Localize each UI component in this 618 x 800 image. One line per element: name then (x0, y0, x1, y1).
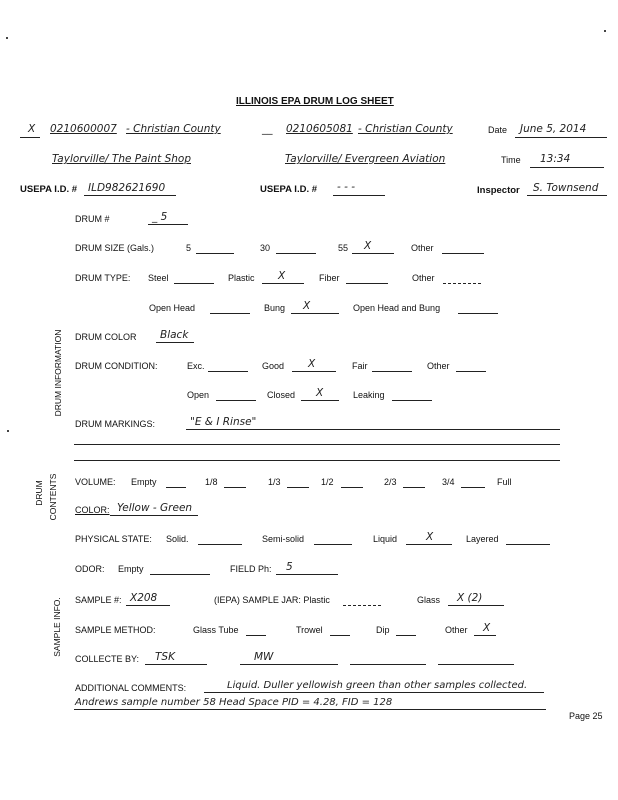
physical-semisolid-line (314, 544, 352, 545)
drum-markings-label: DRUM MARKINGS: (75, 419, 156, 429)
volume-1-2-line (341, 487, 363, 488)
sample-value: X208 (130, 592, 158, 604)
time-value: 13:34 (540, 153, 571, 165)
drum-cond-closed-line (301, 400, 339, 401)
comments-line1: Liquid. Duller yellowish green than other samples collected. (227, 680, 528, 691)
field-ph-label: FIELD Ph: (230, 564, 272, 574)
drum-type-plastic-mark: X (278, 270, 286, 282)
drum-cond-fair: Fair (352, 361, 368, 371)
site2-county: - Christian County (358, 123, 453, 135)
collect-v1: TSK (155, 651, 175, 663)
volume-3-4-line (461, 487, 485, 488)
drum-type-open-head: Open Head (149, 303, 196, 313)
drum-type-fiber: Fiber (319, 273, 340, 283)
sample-line (126, 605, 170, 606)
volume-2-3-line (403, 487, 425, 488)
inspector-line (527, 195, 607, 196)
sample-label: SAMPLE #: (75, 595, 122, 605)
color-value: Yellow - Green (117, 502, 193, 514)
odor-empty: Empty (118, 564, 144, 574)
drum-size-55-mark: X (364, 240, 372, 252)
drum-cond-closed-mark: X (316, 387, 324, 399)
drum-cond-good-mark: X (308, 358, 316, 370)
glass-line (448, 605, 504, 606)
site1-county: - Christian County (126, 123, 221, 135)
side-drum-label: DRUM (34, 480, 44, 506)
site1-id: 0210600007 (50, 123, 117, 135)
drum-num-line (148, 224, 188, 225)
drum-num-label: DRUM # (75, 214, 110, 224)
inspector-label: Inspector (477, 185, 520, 196)
drum-markings-value: "E & I Rinse" (190, 416, 257, 428)
method-glass-tube-line (246, 635, 266, 636)
physical-liquid-line (406, 544, 452, 545)
side-contents-label: CONTENTS (48, 473, 58, 521)
volume-empty-line (166, 487, 186, 488)
drum-color-line (156, 342, 194, 343)
collect-line-1 (145, 664, 207, 665)
date-label: Date (488, 125, 508, 135)
drum-cond-exc-line (208, 371, 248, 372)
collect-line-4 (438, 664, 514, 665)
odor-label: ODOR: (75, 564, 105, 574)
drum-cond-open-line (216, 400, 256, 401)
collect-label: COLLECTE BY: (75, 654, 140, 664)
drum-num-value: _ 5 (152, 211, 168, 223)
comments-underline-1 (204, 692, 544, 693)
drum-size-30: 30 (260, 243, 271, 253)
drum-color-value: Black (160, 329, 189, 341)
physical-layered: Layered (466, 534, 499, 544)
drum-type-other: Other (412, 273, 435, 283)
collect-line-2 (240, 664, 338, 665)
drum-size-5: 5 (186, 243, 192, 253)
side-drum-info: DRUM INFORMATION (53, 329, 63, 417)
drum-type-bung-line (291, 313, 339, 314)
drum-cond-fair-line (372, 371, 412, 372)
collect-line-3 (350, 664, 426, 665)
physical-layered-line (506, 544, 550, 545)
drum-type-label: DRUM TYPE: (75, 273, 131, 283)
drum-size-30-line (276, 253, 316, 254)
volume-1-3-line (287, 487, 309, 488)
field-ph-value: 5 (286, 561, 293, 573)
method-other-line (474, 635, 496, 636)
drum-cond-good: Good (262, 361, 285, 371)
volume-1-2: 1/2 (321, 477, 334, 487)
site2-name: Taylorville/ Evergreen Aviation (285, 153, 446, 165)
drum-type-fiber-line (346, 283, 388, 284)
scan-speck (6, 37, 8, 39)
date-value: June 5, 2014 (520, 123, 587, 135)
drum-markings-line-2 (74, 444, 560, 445)
odor-line (150, 574, 210, 575)
volume-2-3: 2/3 (384, 477, 397, 487)
drum-size-5-line (196, 253, 234, 254)
volume-label: VOLUME: (75, 477, 116, 487)
comments-label: ADDITIONAL COMMENTS: (75, 683, 187, 693)
drum-cond-exc: Exc. (187, 361, 205, 371)
drum-size-55-line (352, 253, 394, 254)
physical-semisolid: Semi-solid (262, 534, 305, 544)
physical-solid-line (198, 544, 242, 545)
site2-usepa: - - - (337, 181, 356, 193)
physical-label: PHYSICAL STATE: (75, 534, 152, 544)
comments-line2: Andrews sample number 58 Head Space PID = 4.28, FID = 128 (75, 697, 393, 708)
drum-cond-good-line (292, 371, 336, 372)
method-trowel-line (330, 635, 350, 636)
scan-speck (604, 30, 606, 32)
method-dip-line (396, 635, 416, 636)
site2-check: __ (262, 123, 273, 135)
drum-type-steel: Steel (148, 273, 169, 283)
drum-size-label: DRUM SIZE (Gals.) (75, 243, 155, 253)
drum-size-other-line (442, 253, 484, 254)
comments-underline-2 (74, 709, 546, 710)
volume-full: Full (497, 477, 512, 487)
drum-type-plastic: Plastic (228, 273, 255, 283)
glass-label: Glass (417, 595, 441, 605)
side-sample-info: SAMPLE INFO. (52, 597, 62, 657)
drum-type-open-head-line (210, 313, 250, 314)
drum-type-bung: Bung (264, 303, 286, 313)
method-other: Other (445, 625, 468, 635)
physical-liquid: Liquid (373, 534, 398, 544)
drum-type-other-line (443, 283, 481, 284)
volume-3-4: 3/4 (442, 477, 455, 487)
sample-jar-label: (IEPA) SAMPLE JAR: Plastic (214, 595, 330, 605)
glass-value: X (2) (457, 592, 483, 604)
site2-id: 0210605081 (286, 123, 353, 135)
drum-cond-open: Open (187, 390, 210, 400)
drum-size-other: Other (411, 243, 434, 253)
site1-check-line (20, 137, 40, 138)
sample-jar-line (343, 605, 381, 606)
drum-size-55: 55 (338, 243, 349, 253)
drum-cond-leaking: Leaking (353, 390, 385, 400)
page-number: Page 25 (569, 711, 603, 721)
site1-usepa-line (84, 195, 176, 196)
drum-cond-leaking-line (392, 400, 432, 401)
physical-solid: Solid. (166, 534, 189, 544)
volume-1-3: 1/3 (268, 477, 281, 487)
page-title: ILLINOIS EPA DRUM LOG SHEET (236, 96, 394, 107)
drum-markings-line-1 (186, 429, 560, 430)
drum-type-open-head-bung: Open Head and Bung (353, 303, 441, 313)
time-label: Time (501, 155, 521, 165)
method-glass-tube: Glass Tube (193, 625, 239, 635)
physical-liquid-mark: X (426, 531, 434, 543)
method-label: SAMPLE METHOD: (75, 625, 156, 635)
drum-type-plastic-line (262, 283, 304, 284)
drum-markings-line-3 (74, 460, 560, 461)
site2-usepa-label: USEPA I.D. # (260, 184, 318, 195)
drum-cond-label: DRUM CONDITION: (75, 361, 158, 371)
method-trowel: Trowel (296, 625, 323, 635)
drum-type-steel-line (174, 283, 214, 284)
collect-v2: MW (254, 651, 274, 663)
color-label: COLOR: (75, 505, 110, 515)
inspector-value: S. Townsend (533, 182, 599, 194)
drum-cond-other: Other (427, 361, 450, 371)
drum-cond-closed: Closed (267, 390, 296, 400)
drum-cond-other-line (456, 371, 486, 372)
volume-empty: Empty (131, 477, 157, 487)
site1-usepa-label: USEPA I.D. # (20, 184, 78, 195)
date-line (515, 137, 607, 138)
site1-usepa: ILD982621690 (88, 182, 166, 194)
drum-type-bung-mark: X (303, 300, 311, 312)
scan-speck (7, 430, 9, 432)
drum-color-label: DRUM COLOR (75, 332, 137, 342)
site1-name: Taylorville/ The Paint Shop (52, 153, 191, 165)
volume-1-8: 1/8 (205, 477, 218, 487)
volume-1-8-line (224, 487, 246, 488)
time-line (530, 167, 604, 168)
drum-type-ohb-line (458, 313, 498, 314)
color-line (110, 515, 198, 516)
field-ph-line (276, 574, 338, 575)
method-other-mark: X (483, 622, 491, 634)
method-dip: Dip (376, 625, 390, 635)
site2-usepa-line (333, 195, 385, 196)
site1-check: X (28, 123, 36, 135)
